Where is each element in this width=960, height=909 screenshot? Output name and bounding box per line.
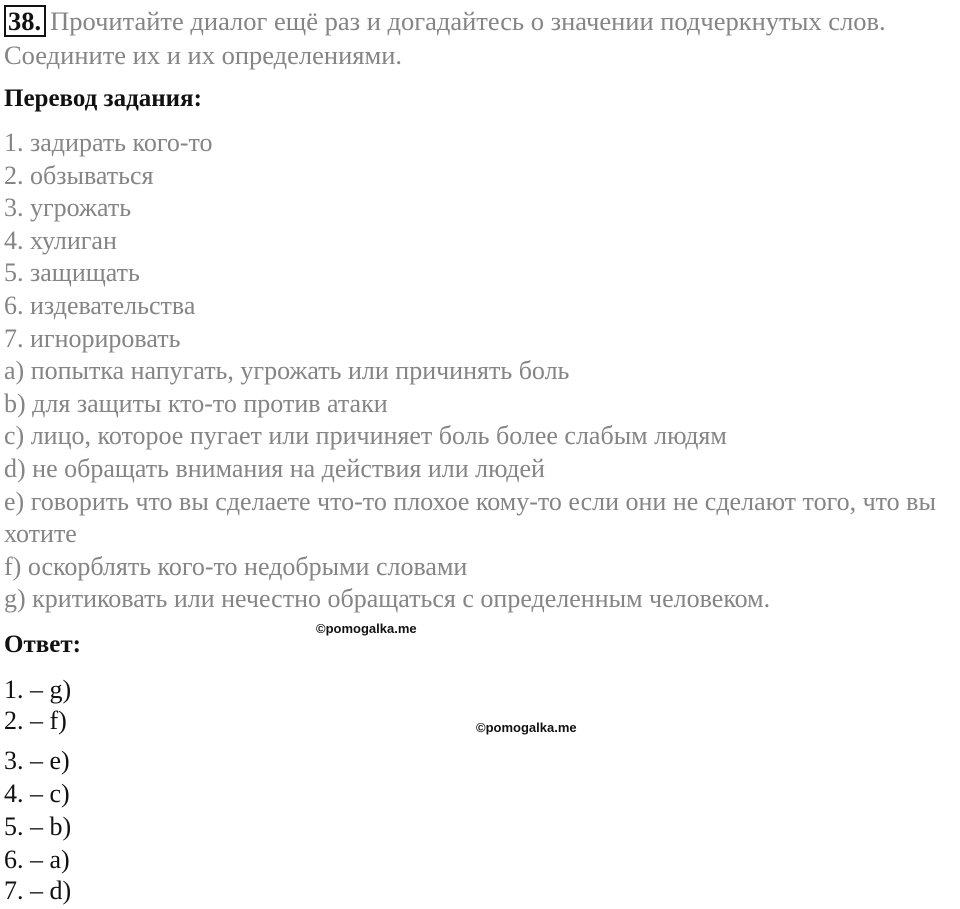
task-instruction: Прочитайте диалог ещё раз и догадайтесь о значении подчеркнутых слов. Соедините их и их определениями. xyxy=(4,6,886,70)
definition-item: a) попытка напугать, угрожать или причинять боль xyxy=(4,356,570,386)
definition-item: e) говорить что вы сделаете что-то плохое кому-то если они не сделают того, что вы хотите xyxy=(4,486,936,549)
word-item: 1. задирать кого-то xyxy=(4,128,213,157)
word-item: 3. угрожать xyxy=(4,193,132,223)
translation-heading: Перевод задания: xyxy=(4,85,202,112)
answer-item: 5. – b) xyxy=(4,812,72,841)
task-number: 38. xyxy=(4,5,46,37)
word-item: 7. игнорировать xyxy=(4,323,181,353)
watermark: ©pomogalka.me xyxy=(476,720,577,735)
definition-item: c) лицо, которое пугает или причиняет боль более слабым людям xyxy=(4,421,727,451)
definition-item: b) для защиты кто-то против атаки xyxy=(4,388,388,418)
word-item: 6. издевательства xyxy=(4,290,196,320)
task-header xyxy=(4,4,956,72)
definition-item: d) не обращать внимания на действия или людей xyxy=(4,453,545,483)
answer-item: 6. – a) xyxy=(4,845,70,874)
definition-item: f) оскорблять кого-то недобрыми словами xyxy=(4,551,468,581)
watermark: ©pomogalka.me xyxy=(316,621,417,636)
definition-item: g) критиковать или нечестно обращаться с определенным человеком. xyxy=(4,584,771,614)
word-item: 4. хулиган xyxy=(4,225,117,255)
word-item: 2. обзываться xyxy=(4,160,154,190)
answer-heading: Ответ: xyxy=(4,631,81,658)
answer-item: 7. – d) xyxy=(4,876,72,905)
words-list xyxy=(4,127,949,616)
answer-item: 3. – e) xyxy=(4,746,70,775)
answer-item: 1. – g) xyxy=(4,675,72,704)
answer-item: 2. – f) xyxy=(4,706,67,735)
answer-item: 4. – c) xyxy=(4,779,70,808)
word-item: 5. защищать xyxy=(4,258,140,288)
